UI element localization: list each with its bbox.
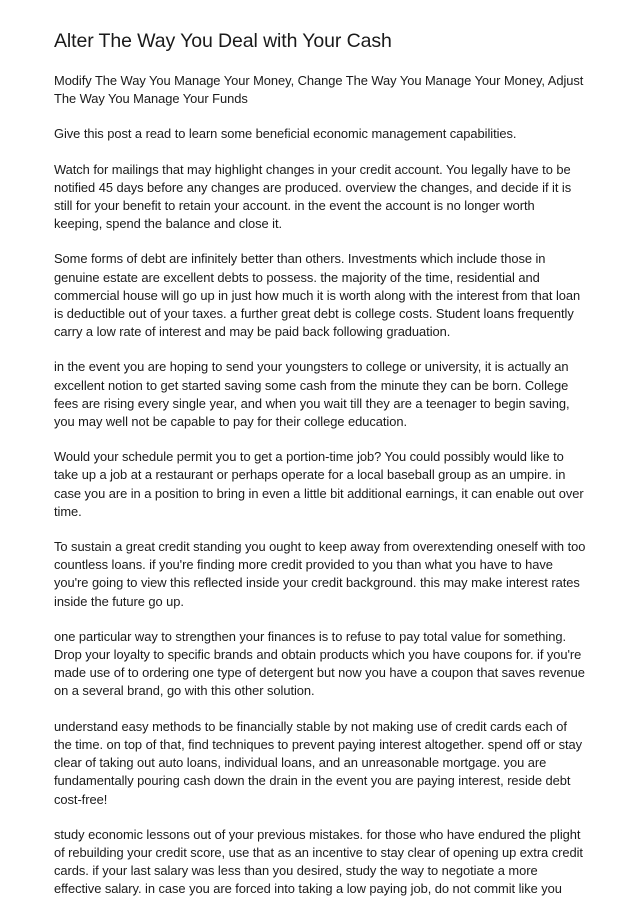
document-page: [54, 29, 586, 916]
paragraph-coupons: one particular way to strengthen your finances is to refuse to pay total value for something. Drop your loyalty to specific brands and obtain products which you have coupons for. if you're made use of to ordering one type of detergent but now you have a coupon that saves revenue on a several brand, go with this other solution.: [54, 628, 585, 699]
paragraph-credit-cards: understand easy methods to be financially stable by not making use of credit cards each of the time. on top of that, find techniques to prevent paying interest altogether. spend off or stay clear of taking out auto loans, individual loans, and an unreasonable mortgage. you are fundamentally pouring cash down the drain in the event you are paying interest, reside debt cost-free!: [54, 718, 583, 807]
paragraph-mailings: Watch for mailings that may highlight changes in your credit account. You legally have to be notified 45 days before any changes are produced. overview the changes, and decide if it is still for your benefit to retain your account. in the event the account is no longer worth keeping, spend the balance and close it.: [54, 161, 572, 232]
paragraph-credit-standing: To sustain a great credit standing you ought to keep away from overextending oneself with too countless loans. if you're finding more credit provided to you than what you have to have you're going to view this reflected inside your credit background. this may make interest rates inside the future go up.: [54, 539, 586, 609]
paragraph-debt-forms: Some forms of debt are infinitely better than others. Investments which include those in genuine estate are excellent debts to possess. the majority of the time, residential and commercial house will go up in just how much it is worth along with the interest from that loan is deductible out of your taxes. a further great debt is college costs. Student loans frequently carry a low rate of interest and may be paid back following graduation.: [54, 251, 581, 340]
paragraph-part-time-job: Would your schedule permit you to get a portion-time job? You could possibly would like to take up a job at a restaurant or perhaps operate for a local baseball group as an umpire. in case you are in a position to bring in even a little bit additional earnings, it can enable out over time.: [54, 449, 584, 519]
document-title: Alter The Way You Deal with Your Cash: [54, 30, 392, 52]
paragraph-lessons: study economic lessons out of your previous mistakes. for those who have endured the plight of rebuilding your credit score, use that as an incentive to stay clear of opening up extra credit cards. if your last salary was less than you desired, study the way to negotiate a more effective salary. in case you are forced into taking a low paying job, do not commit like you: [54, 826, 583, 897]
paragraph-college-saving: in the event you are hoping to send your youngsters to college or university, it is actually an excellent notion to get started saving some cash from the minute they can be born. College fees are rising every single year, and when you wait till they are a teenager to begin saving, you may well not be capable to pay for their college education.: [54, 359, 570, 430]
paragraph-subtitle: Modify The Way You Manage Your Money, Change The Way You Manage Your Money, Adjust The Way You Manage Your Funds: [54, 73, 584, 107]
paragraph-intro: Give this post a read to learn some beneficial economic management capabilities.: [54, 126, 517, 142]
